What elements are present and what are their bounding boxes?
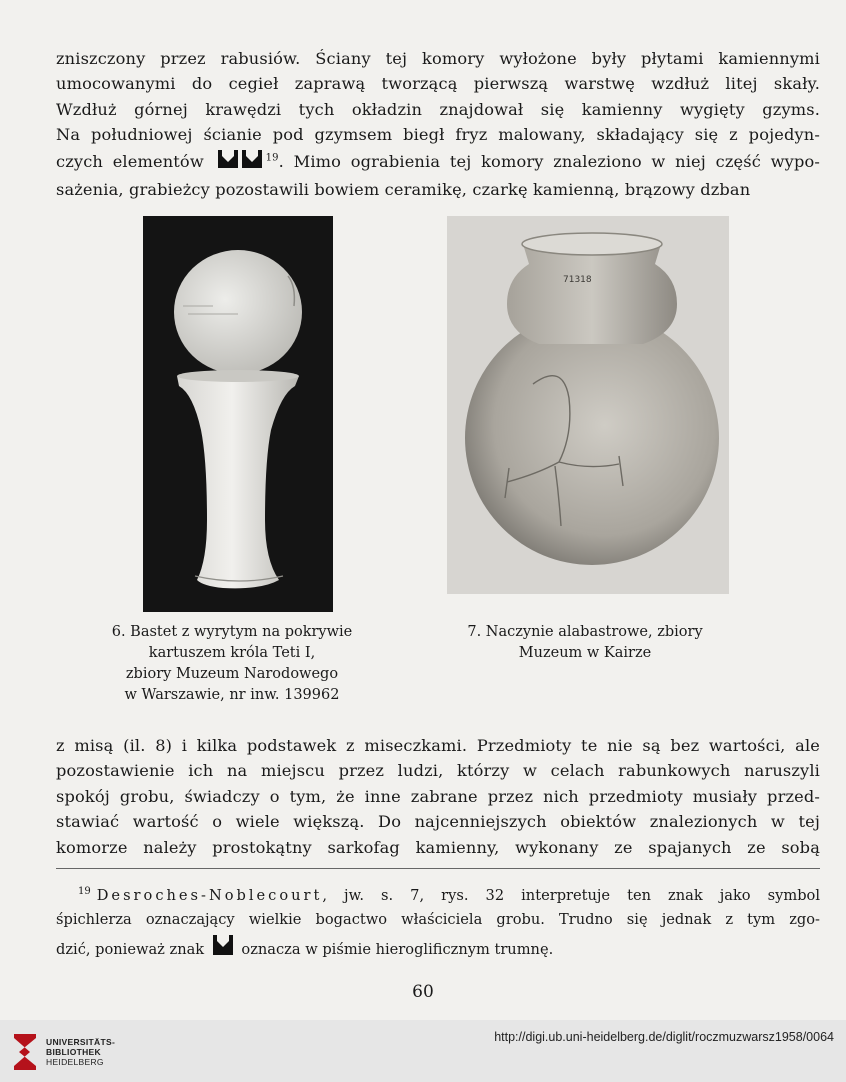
caption-line: 7. Naczynie alabastrowe, zbiory bbox=[467, 624, 703, 640]
text-line: Wzdłuż górnej krawędzi tych okładzin znajdował się kamienny wygięty gzyms. bbox=[56, 99, 820, 119]
footnote-line: śpichlerza oznaczający wielkie bogactwo właściciela grobu. Trudno się jednak z tym zgo- bbox=[56, 911, 820, 929]
figure-6-photo bbox=[143, 216, 333, 612]
library-logo-icon bbox=[10, 1028, 40, 1076]
footnote bbox=[56, 884, 820, 965]
text-line: pozostawienie ich na miejscu przez ludzi, którzy w celach rabunkowych naruszyli bbox=[56, 761, 820, 781]
text-fragment: dzić, ponieważ znak bbox=[56, 940, 205, 958]
figure-6-caption bbox=[72, 622, 392, 706]
caption-line: w Warszawie, nr inw. 139962 bbox=[124, 687, 340, 703]
text-line: stawiać wartość o wiele większą. Do najcenniejszych obiektów znalezionych w tej bbox=[56, 812, 820, 832]
footnote-line bbox=[56, 933, 820, 965]
footnote-divider bbox=[56, 868, 820, 869]
caption-line: Muzeum w Kairze bbox=[518, 645, 652, 661]
footnote-number: 19 bbox=[78, 886, 91, 898]
footnote-line bbox=[56, 884, 820, 908]
footnote-author: Desroches-Noblecourt bbox=[96, 887, 323, 904]
text-line: zniszczony przez rabusiów. Ściany tej komory wyłożone były płytami kamiennymi bbox=[56, 49, 820, 68]
footnote-ref: 19 bbox=[265, 152, 279, 164]
text-line: komorze należy prostokątny sarkofag kamienny, wykonany ze spajanych ze sobą bbox=[56, 837, 820, 857]
text-fragment: . Mimo ograbienia tej komory znaleziono w niej część wypo- bbox=[278, 151, 820, 171]
text-fragment: oznacza w piśmie hieroglificznym trumnę. bbox=[241, 940, 554, 958]
logo-line: BIBLIOTHEK bbox=[46, 1047, 101, 1057]
source-url-link[interactable]: http://digi.ub.uni-heidelberg.de/diglit/roczmuzwarsz1958/0064 bbox=[494, 1030, 834, 1044]
logo-line: HEIDELBERG bbox=[46, 1057, 104, 1067]
library-logo-text bbox=[46, 1037, 115, 1067]
text-line: z misą (il. 8) i kilka podstawek z miseczkami. Przedmioty te nie są bez wartości, ale bbox=[56, 736, 820, 755]
caption-line: zbiory Muzeum Narodowego bbox=[125, 666, 339, 682]
inventory-inscription: 71318 bbox=[563, 275, 592, 285]
text-line bbox=[56, 148, 820, 177]
body-text-bottom bbox=[56, 733, 820, 860]
caption-line: 6. Bastet z wyrytym na pokrywie bbox=[111, 624, 353, 640]
body-text-top bbox=[56, 46, 820, 202]
logo-line: UNIVERSITÄTS- bbox=[46, 1037, 116, 1047]
text-fragment: , jw. s. 7, rys. 32 interpretuje ten znak jako symbol bbox=[322, 887, 820, 904]
page-number: 60 bbox=[412, 982, 434, 1002]
text-line: sażenia, grabieżcy pozostawili bowiem ceramikę, czarkę kamienną, brązowy dzban bbox=[56, 180, 751, 200]
text-line: umocowanymi do cegieł zaprawą tworzącą pierwszą warstwę wzdłuż litej skały. bbox=[56, 74, 820, 94]
text-line: Na południowej ścianie pod gzymsem biegł fryz malowany, składający się z pojedyn- bbox=[56, 125, 820, 145]
caption-line: kartuszem króla Teti I, bbox=[148, 645, 316, 661]
coffin-hieroglyph-icon bbox=[211, 933, 235, 965]
granary-hieroglyph-icon bbox=[216, 148, 264, 177]
figure-7-photo bbox=[447, 216, 729, 594]
text-fragment: czych elementów bbox=[56, 151, 204, 171]
text-line: spokój grobu, świadczy o tym, że inne zabrane przez nich przedmioty musiały przed- bbox=[56, 786, 820, 806]
figure-7-caption bbox=[420, 622, 750, 664]
